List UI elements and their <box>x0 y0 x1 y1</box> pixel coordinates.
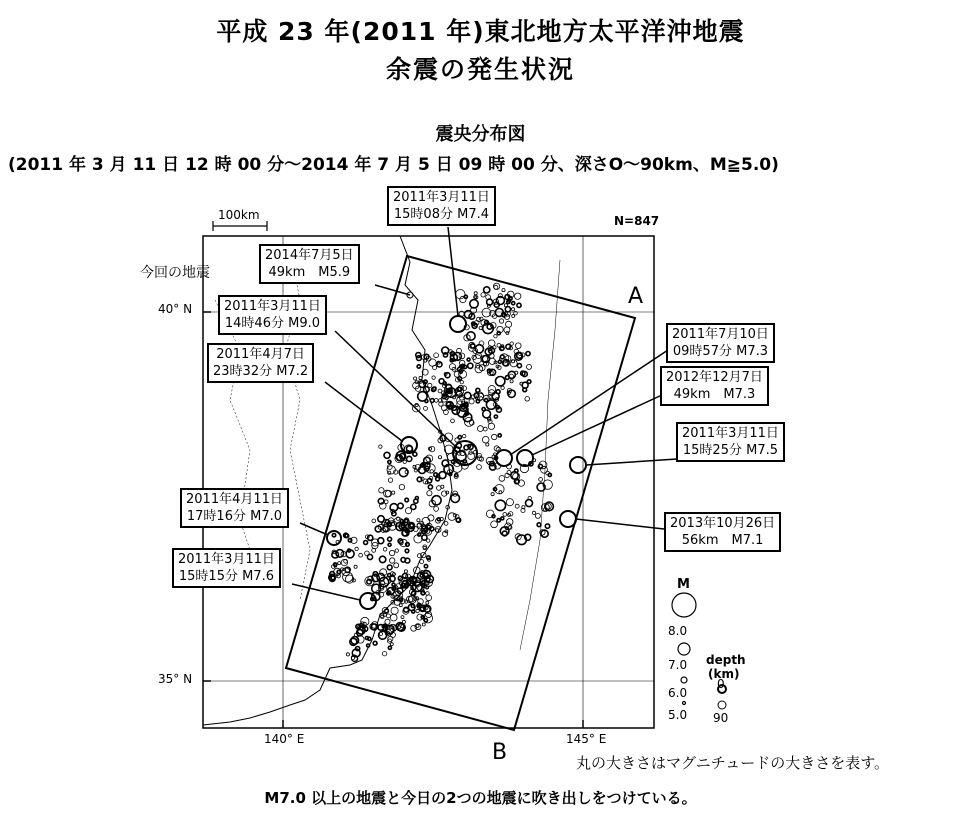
aftershock-point <box>501 386 504 389</box>
aftershock-point <box>345 567 350 572</box>
aftershock-point <box>426 601 429 604</box>
aftershock-point <box>372 519 376 523</box>
aftershock-point <box>427 525 430 528</box>
aftershock-point <box>389 550 394 555</box>
aftershock-point <box>478 426 484 432</box>
aftershock-point <box>455 438 459 442</box>
aftershock-point <box>539 478 543 482</box>
page-title: 平成 23 年(2011 年)東北地方太平洋沖地震 <box>216 17 745 46</box>
legend-depth-unit: (km) <box>708 667 740 681</box>
callout-m90 <box>218 295 327 335</box>
callout-detail: 56km M7.1 <box>681 533 764 548</box>
aftershock-point <box>482 436 489 443</box>
aftershock-point <box>403 460 406 463</box>
aftershock-point <box>417 519 420 522</box>
aftershock-point <box>515 504 519 508</box>
aftershock-point <box>499 491 502 494</box>
aftershock-point <box>354 565 357 568</box>
legend-m-title: M <box>677 577 690 592</box>
aftershock-point <box>449 364 455 370</box>
legend-depth-0: 0 <box>717 677 725 691</box>
callout-detail: 49km M5.9 <box>268 265 351 280</box>
aftershock-point <box>491 521 498 528</box>
aftershock-point <box>367 644 370 647</box>
legend-m-6: 6.0 <box>668 686 688 700</box>
aftershock-point <box>390 558 395 563</box>
aftershock-point <box>332 551 339 558</box>
callout-m70 <box>180 488 289 528</box>
legend-depth-90: 90 <box>713 711 729 725</box>
section-b-label: B <box>492 740 508 765</box>
aftershock-point <box>392 583 395 586</box>
aftershock-point <box>427 479 431 483</box>
aftershock-point <box>496 377 505 386</box>
legend-depth-title: depth <box>706 653 746 667</box>
callout-date: 2013年10月26日 <box>670 516 776 531</box>
callout-m74 <box>387 186 496 226</box>
aftershock-point <box>525 397 530 402</box>
aftershock-point <box>510 380 513 383</box>
aftershock-point <box>359 553 363 557</box>
callout-detail: 09時57分 M7.3 <box>672 344 768 359</box>
callout-detail: 15時08分 M7.4 <box>393 207 489 222</box>
aftershock-point <box>382 652 386 656</box>
aftershock-point <box>337 570 340 573</box>
aftershock-point <box>373 641 377 645</box>
aftershock-point <box>505 295 510 300</box>
event-count: N=847 <box>614 214 660 228</box>
aftershock-point <box>432 376 435 379</box>
aftershock-point <box>506 499 513 506</box>
aftershock-point <box>495 500 505 510</box>
aftershock-point <box>511 308 514 311</box>
aftershock-point <box>545 524 549 528</box>
aftershock-point <box>405 498 409 502</box>
aftershock-point <box>506 344 511 349</box>
aftershock-point <box>428 515 434 521</box>
aftershock-point <box>445 373 450 378</box>
aftershock-point <box>405 549 409 553</box>
today-label: 今回の地震 <box>140 265 210 281</box>
aftershock-point <box>512 302 515 305</box>
aftershock-point <box>497 332 500 335</box>
aftershock-point <box>515 293 521 299</box>
aftershock-point <box>399 604 402 607</box>
aftershock-point <box>494 415 497 418</box>
aftershock-point <box>388 543 391 546</box>
aftershock-point <box>473 355 482 364</box>
aftershock-point <box>502 289 505 292</box>
aftershock-point <box>412 610 415 613</box>
aftershock-point <box>463 434 466 437</box>
aftershock-point <box>451 419 455 423</box>
epicenter-m74 <box>450 316 466 332</box>
aftershock-point <box>498 434 501 437</box>
aftershock-point <box>364 541 368 545</box>
aftershock-point <box>492 434 497 439</box>
aftershock-point <box>455 474 458 477</box>
aftershock-point <box>398 503 403 508</box>
callout-detail: 49km M7.3 <box>673 387 756 402</box>
aftershock-point <box>510 342 513 345</box>
lat-40-label: 40° N <box>158 302 193 316</box>
aftershock-point <box>517 364 521 368</box>
aftershock-point <box>405 558 410 563</box>
aftershock-point <box>505 307 510 312</box>
lon-140-label: 140° E <box>264 732 305 746</box>
callout-m59 <box>259 244 360 284</box>
callout-detail: 15時25分 M7.5 <box>682 443 778 458</box>
callout-date: 2011年7月10日 <box>672 327 769 342</box>
aftershock-point <box>422 535 427 540</box>
aftershock-point <box>517 303 521 307</box>
aftershock-point <box>501 517 504 520</box>
epicenter-m75 <box>570 457 586 473</box>
callout-date: 2011年3月11日 <box>393 190 490 205</box>
aftershock-point <box>464 392 471 399</box>
aftershock-point <box>438 456 441 459</box>
aftershock-point <box>467 358 470 361</box>
aftershock-point <box>444 445 453 454</box>
cross-section-box <box>286 256 635 730</box>
page-subtitle: 余震の発生状況 <box>385 55 575 84</box>
aftershock-point <box>419 376 422 379</box>
aftershock-point <box>494 335 497 338</box>
aftershock-point <box>491 493 494 496</box>
aftershock-point <box>434 507 439 512</box>
aftershock-point <box>388 537 392 541</box>
callout-date: 2014年7月5日 <box>265 248 354 263</box>
note-callouts: M7.0 以上の地震と今日の2つの地震に吹き出しをつけている。 <box>264 789 697 807</box>
aftershock-point <box>436 477 440 481</box>
aftershock-point <box>546 504 552 510</box>
aftershock-point <box>413 452 417 456</box>
legend-m-7: 7.0 <box>668 658 688 672</box>
aftershock-point <box>505 376 509 380</box>
aftershock-point <box>414 377 417 380</box>
lat-35-label: 35° N <box>158 672 193 686</box>
lon-145-label: 145° E <box>566 732 607 746</box>
note-size: 丸の大きさはマグニチュードの大きさを表す。 <box>576 754 890 772</box>
aftershock-point <box>456 518 460 522</box>
aftershock-point <box>437 362 442 367</box>
aftershock-point <box>379 556 385 562</box>
aftershock-point <box>506 321 512 327</box>
aftershock-point <box>526 352 530 356</box>
aftershock-point <box>503 513 507 517</box>
aftershock-point <box>527 364 532 369</box>
section-a-label: A <box>628 284 644 309</box>
aftershock-point <box>378 516 384 522</box>
aftershock-point <box>365 551 370 556</box>
aftershock-point <box>413 465 416 468</box>
aftershock-point <box>405 508 411 514</box>
aftershock-point <box>451 494 460 503</box>
aftershock-point <box>504 304 507 307</box>
aftershock-point <box>486 510 494 518</box>
aftershock-point <box>365 637 368 640</box>
aftershock-point <box>425 400 428 403</box>
aftershock-point <box>516 343 522 349</box>
aftershock-point <box>486 443 489 446</box>
aftershock-point <box>434 353 439 358</box>
aftershock-point <box>474 292 477 295</box>
aftershock-point <box>429 359 436 366</box>
callout-m75 <box>676 422 785 462</box>
aftershock-cluster <box>329 283 554 662</box>
aftershock-point <box>532 511 535 514</box>
callout-date: 2011年4月7日 <box>216 347 305 362</box>
callout-m76 <box>172 548 281 588</box>
aftershock-point <box>367 579 372 584</box>
aftershock-point <box>477 465 482 470</box>
aftershock-point <box>427 539 430 542</box>
aftershock-point <box>422 623 425 626</box>
aftershock-point <box>502 531 507 536</box>
callout-detail: 17時16分 M7.0 <box>186 509 282 524</box>
aftershock-point <box>386 614 390 618</box>
aftershock-point <box>483 427 487 431</box>
aftershock-point <box>497 343 501 347</box>
legend-m-5: 5.0 <box>668 708 688 722</box>
aftershock-point <box>391 607 398 614</box>
aftershock-point <box>430 470 433 473</box>
callout-date: 2011年3月11日 <box>682 426 779 441</box>
aftershock-point <box>348 539 351 542</box>
aftershock-point <box>494 285 498 289</box>
aftershock-point <box>384 452 390 458</box>
aftershock-point <box>476 400 479 403</box>
aftershock-point <box>390 643 393 646</box>
aftershock-point <box>428 485 432 489</box>
aftershock-point <box>417 365 420 368</box>
aftershock-point <box>430 399 434 403</box>
aftershock-point <box>496 390 500 394</box>
callout-date: 2012年12月7日 <box>666 370 763 385</box>
aftershock-point <box>488 423 494 429</box>
aftershock-point <box>343 572 353 582</box>
aftershock-point <box>475 365 483 373</box>
aftershock-point <box>379 488 384 493</box>
aftershock-point <box>469 399 474 404</box>
scale-label: 100km <box>218 208 260 222</box>
aftershock-point <box>479 326 482 329</box>
callout-m73a <box>666 323 775 363</box>
aftershock-point <box>526 500 533 507</box>
aftershock-point <box>404 570 407 573</box>
aftershock-point <box>481 293 485 297</box>
aftershock-point <box>426 595 432 601</box>
aftershock-point <box>420 560 424 564</box>
aftershock-point <box>383 548 387 552</box>
aftershock-point <box>424 565 427 568</box>
map-title: 震央分布図 <box>435 124 526 145</box>
aftershock-point <box>467 332 475 340</box>
prefecture-border-2 <box>215 300 260 580</box>
aftershock-point <box>460 381 463 384</box>
period-label: (2011 年 3 月 11 日 12 時 00 分～2014 年 7 月 5 日 09 時 00 分、深さO～90km、M≧5.0) <box>8 155 779 175</box>
aftershock-point <box>407 456 412 461</box>
aftershock-point <box>427 491 432 496</box>
aftershock-point <box>332 534 335 537</box>
aftershock-point <box>420 607 424 611</box>
callout-date: 2011年3月11日 <box>224 299 321 314</box>
aftershock-point <box>470 300 478 308</box>
legend-m-8: 8.0 <box>668 624 688 638</box>
callout-detail: 23時32分 M7.2 <box>213 364 309 379</box>
aftershock-point <box>486 400 495 409</box>
aftershock-point <box>424 406 428 410</box>
aftershock-point <box>387 466 395 474</box>
aftershock-point <box>444 522 448 526</box>
aftershock-point <box>476 388 480 392</box>
aftershock-point <box>441 485 444 488</box>
aftershock-point <box>395 549 398 552</box>
aftershock-point <box>388 478 392 482</box>
callout-m73b <box>660 366 769 406</box>
epicenter-m71 <box>560 511 576 527</box>
aftershock-point <box>399 484 404 489</box>
aftershock-point <box>379 445 382 448</box>
aftershock-point <box>397 455 402 460</box>
aftershock-point <box>468 363 473 368</box>
aftershock-point <box>388 646 391 649</box>
aftershock-point <box>416 624 419 627</box>
callout-m71 <box>664 512 781 552</box>
aftershock-point <box>355 547 358 550</box>
aftershock-point <box>416 609 419 612</box>
aftershock-point <box>497 519 500 522</box>
aftershock-point <box>399 468 408 477</box>
aftershock-point <box>474 393 479 398</box>
aftershock-point <box>388 460 391 463</box>
aftershock-point <box>346 653 349 656</box>
aftershock-point <box>535 513 540 518</box>
aftershock-point <box>401 616 404 619</box>
aftershock-point <box>422 517 430 525</box>
callout-date: 2011年4月11日 <box>186 492 283 507</box>
aftershock-point <box>488 340 495 347</box>
aftershock-point <box>387 565 392 570</box>
aftershock-point <box>460 296 466 302</box>
aftershock-point <box>415 497 418 500</box>
epicenter-m73b <box>517 450 533 466</box>
callout-detail: 15時15分 M7.6 <box>178 569 274 584</box>
aftershock-point <box>390 614 397 621</box>
aftershock-point <box>484 287 490 293</box>
aftershock-point <box>336 550 344 558</box>
aftershock-point <box>394 563 399 568</box>
callout-date: 2011年3月11日 <box>178 552 275 567</box>
aftershock-point <box>338 562 341 565</box>
aftershock-point <box>411 504 416 509</box>
aftershock-point <box>368 535 373 540</box>
aftershock-point <box>499 476 505 482</box>
aftershock-point <box>499 319 503 323</box>
aftershock-point <box>506 519 513 526</box>
aftershock-point <box>537 523 541 527</box>
callout-m72 <box>207 343 314 383</box>
callout-detail: 14時46分 M9.0 <box>224 316 320 331</box>
aftershock-point <box>483 410 491 418</box>
